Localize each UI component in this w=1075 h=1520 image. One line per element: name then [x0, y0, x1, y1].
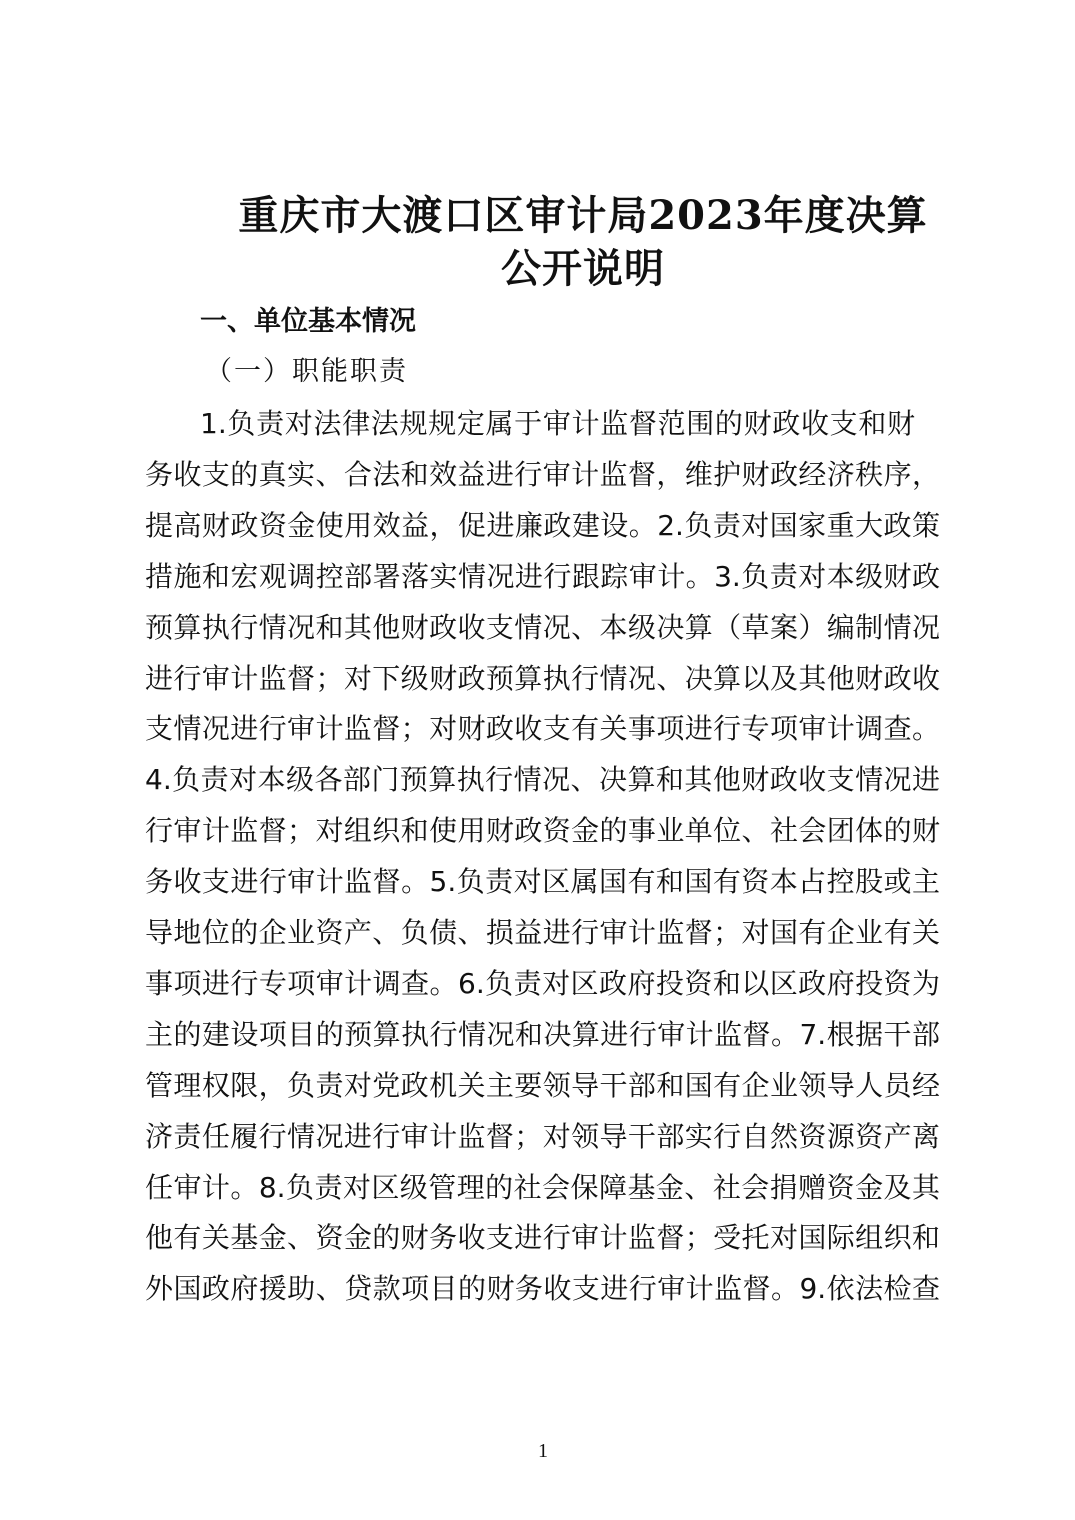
- body-line: 预算执行情况和其他财政收支情况、本级决算（草案）编制情况: [145, 610, 940, 644]
- body-line: 务收支的真实、合法和效益进行审计监督，维护财政经济秩序，: [145, 457, 940, 491]
- body-line: 管理权限，负责对党政机关主要领导干部和国有企业领导人员经: [145, 1068, 940, 1102]
- body-line: 他有关基金、资金的财务收支进行审计监督；受托对国际组织和: [145, 1221, 940, 1255]
- body-line: 务收支进行审计监督。5.负责对区属国有和国有资本占控股或主: [145, 865, 940, 899]
- section-heading: 一、单位基本情况: [200, 306, 416, 337]
- body-line: 事项进行专项审计调查。6.负责对区政府投资和以区政府投资为: [145, 966, 940, 1000]
- page-number: 1: [538, 1440, 548, 1462]
- body-line: 措施和宏观调控部署落实情况进行跟踪审计。3.负责对本级财政: [145, 559, 940, 593]
- body-line: 外国政府援助、贷款项目的财务收支进行审计监督。9.依法检查: [145, 1272, 940, 1306]
- body-line: 济责任履行情况进行审计监督；对领导干部实行自然资源资产离: [145, 1119, 940, 1153]
- document-title-line-2: 公开说明: [501, 245, 665, 292]
- document-title-line-1: 重庆市大渡口区审计局2023年度决算: [238, 192, 928, 239]
- body-line: 任审计。8.负责对区级管理的社会保障基金、社会捐赠资金及其: [145, 1170, 940, 1204]
- body-line: 导地位的企业资产、负债、损益进行审计监督；对国有企业有关: [145, 916, 940, 949]
- body-line: 主的建设项目的预算执行情况和决算进行审计监督。7.根据干部: [145, 1017, 940, 1051]
- body-line: 进行审计监督；对下级财政预算执行情况、决算以及其他财政收: [145, 661, 940, 695]
- body-line: 4.负责对本级各部门预算执行情况、决算和其他财政收支情况进: [145, 763, 940, 797]
- subsection-heading: （一）职能职责: [205, 356, 408, 387]
- body-line: 支情况进行审计监督；对财政收支有关事项进行专项审计调查。: [145, 712, 940, 746]
- body-line: 1.负责对法律法规规定属于审计监督范围的财政收支和财: [200, 407, 915, 440]
- body-line: 行审计监督；对组织和使用财政资金的事业单位、社会团体的财: [145, 814, 940, 848]
- body-line: 提高财政资金使用效益，促进廉政建设。2.负责对国家重大政策: [145, 508, 940, 542]
